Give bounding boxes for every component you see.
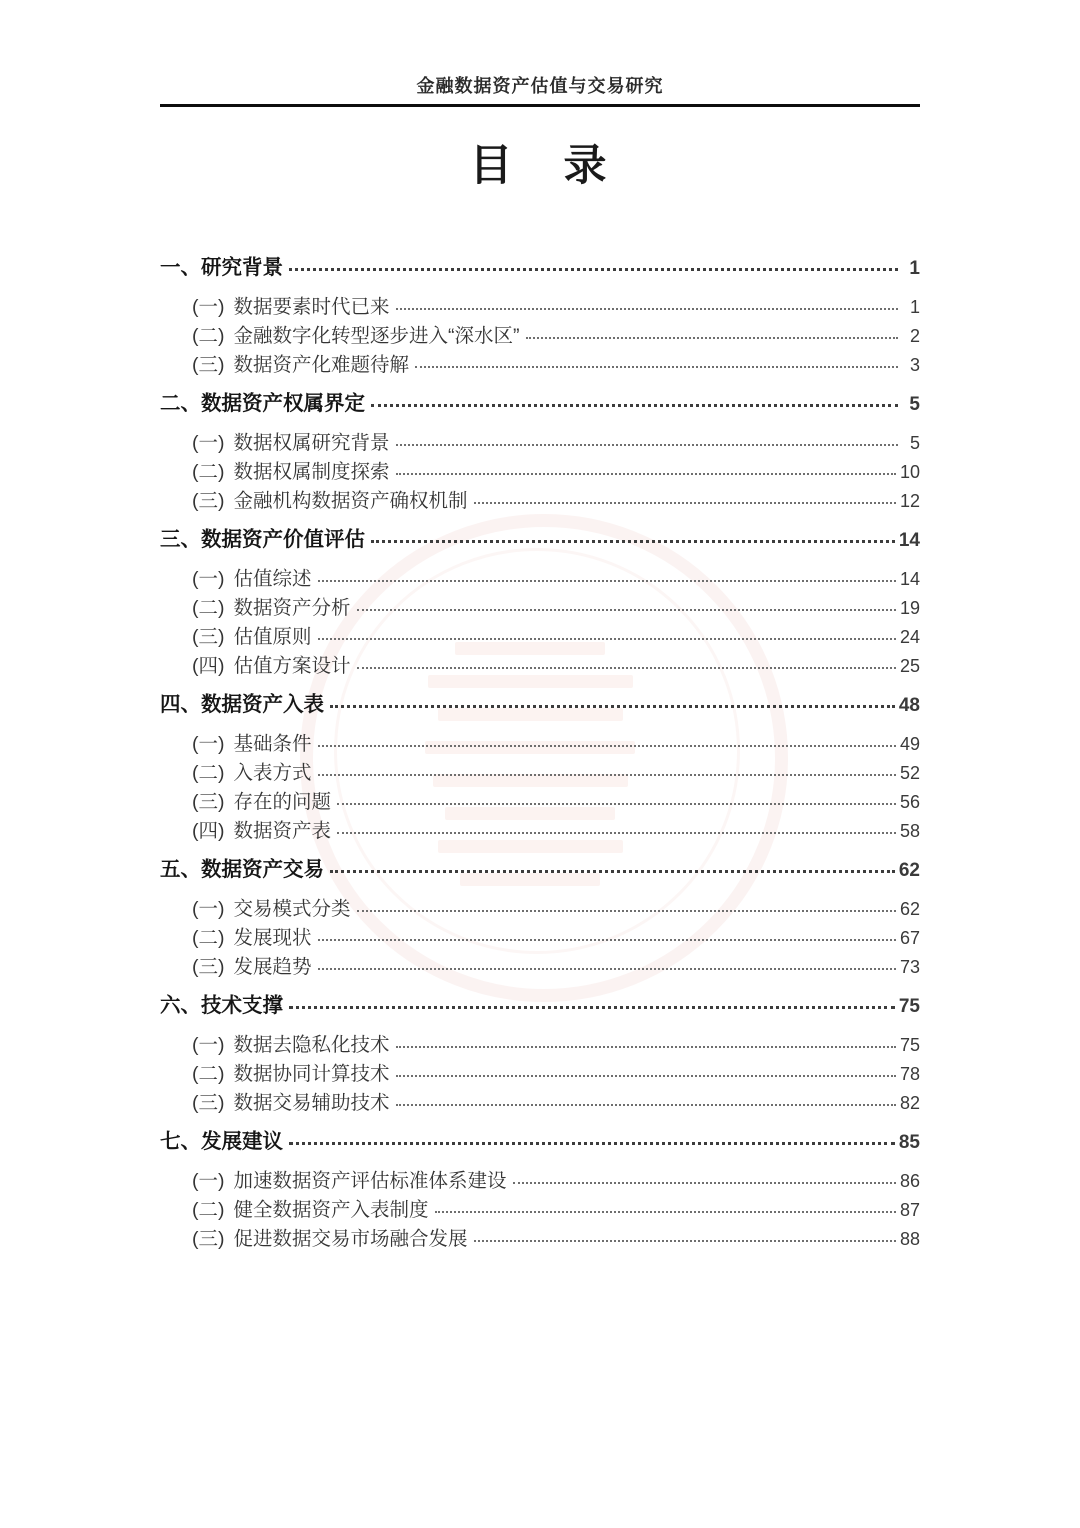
toc-chapter-row [160, 525, 920, 556]
dot-leader [513, 1182, 896, 1184]
toc-item-row [160, 594, 920, 623]
dot-leader [289, 1142, 895, 1145]
item-page: 12 [899, 491, 920, 511]
item-num: (三) [192, 490, 225, 512]
item-page: 5 [909, 433, 920, 453]
item-page: 58 [899, 821, 920, 841]
toc-chapter [160, 389, 920, 516]
item-title: 数据权属制度探索 [233, 461, 390, 483]
item-num: (一) [192, 733, 225, 755]
item-page: 24 [899, 627, 920, 647]
item-title: 数据去隐私化技术 [233, 1034, 390, 1056]
dot-leader [357, 910, 896, 912]
item-page: 73 [899, 957, 920, 977]
item-page: 52 [899, 763, 920, 783]
item-num: (三) [192, 1228, 225, 1250]
chapter-page: 5 [909, 394, 920, 415]
toc-chapter [160, 253, 920, 380]
dot-leader [474, 502, 896, 504]
toc-chapter-row [160, 253, 920, 284]
item-title: 存在的问题 [233, 791, 332, 813]
chapter-title: 技术支撑 [201, 994, 283, 1017]
dot-leader [318, 638, 896, 640]
item-num: (一) [192, 568, 225, 590]
item-page: 3 [909, 355, 920, 375]
toc-item-row [160, 895, 920, 924]
dot-leader [357, 667, 896, 669]
toc-chapter [160, 690, 920, 846]
item-page: 25 [899, 656, 920, 676]
item-num: (一) [192, 432, 225, 454]
dot-leader [371, 404, 898, 407]
toc-item-row [160, 1060, 920, 1089]
toc-chapter [160, 855, 920, 982]
dot-leader [415, 366, 898, 368]
item-num: (一) [192, 1034, 225, 1056]
toc-item-row [160, 759, 920, 788]
dot-leader [435, 1211, 896, 1213]
item-page: 49 [899, 734, 920, 754]
item-title: 促进数据交易市场融合发展 [233, 1228, 468, 1250]
item-title: 数据交易辅助技术 [233, 1092, 390, 1114]
dot-leader [396, 308, 898, 310]
item-title: 数据资产分析 [233, 597, 351, 619]
toc-item-row [160, 730, 920, 759]
toc-item-row [160, 458, 920, 487]
toc-item-row [160, 817, 920, 846]
item-title: 数据权属研究背景 [233, 432, 390, 454]
dot-leader [371, 540, 895, 543]
item-page: 1 [909, 297, 920, 317]
dot-leader [289, 1006, 895, 1009]
chapter-page: 85 [898, 1132, 920, 1153]
toc-item-row [160, 652, 920, 681]
toc-item-row [160, 565, 920, 594]
item-page: 62 [899, 899, 920, 919]
item-num: (二) [192, 1063, 225, 1085]
item-page: 67 [899, 928, 920, 948]
item-num: (三) [192, 1092, 225, 1114]
chapter-title: 发展建议 [201, 1130, 283, 1153]
chapter-items [160, 1031, 920, 1118]
dot-leader [330, 870, 895, 873]
chapter-num: 五、 [160, 858, 201, 881]
item-page: 88 [899, 1229, 920, 1249]
chapter-num: 六、 [160, 994, 201, 1017]
dot-leader [318, 745, 896, 747]
dot-leader [396, 444, 898, 446]
item-page: 78 [899, 1064, 920, 1084]
item-num: (三) [192, 791, 225, 813]
chapter-page: 62 [898, 860, 920, 881]
toc-chapter [160, 525, 920, 681]
chapter-title: 研究背景 [201, 256, 283, 279]
item-title: 健全数据资产入表制度 [233, 1199, 429, 1221]
toc-chapter-row [160, 991, 920, 1022]
chapter-title: 数据资产价值评估 [201, 528, 365, 551]
dot-leader [337, 832, 896, 834]
item-title: 入表方式 [233, 762, 312, 784]
item-title: 交易模式分类 [233, 898, 351, 920]
chapter-num: 一、 [160, 256, 201, 279]
item-title: 基础条件 [233, 733, 312, 755]
item-num: (一) [192, 296, 225, 318]
dot-leader [357, 609, 896, 611]
toc-item-row [160, 1225, 920, 1254]
item-num: (二) [192, 762, 225, 784]
toc-item-row [160, 623, 920, 652]
item-page: 19 [899, 598, 920, 618]
chapter-title: 数据资产交易 [201, 858, 324, 881]
toc-item-row [160, 1089, 920, 1118]
item-page: 75 [899, 1035, 920, 1055]
item-num: (二) [192, 461, 225, 483]
toc-item-row [160, 487, 920, 516]
chapter-items [160, 730, 920, 846]
dot-leader [318, 968, 896, 970]
item-num: (一) [192, 898, 225, 920]
item-title: 金融机构数据资产确权机制 [233, 490, 468, 512]
item-title: 估值原则 [233, 626, 312, 648]
running-head-title: 金融数据资产估值与交易研究 [416, 76, 664, 96]
item-page: 2 [909, 326, 920, 346]
toc-item-row [160, 1031, 920, 1060]
chapter-items [160, 565, 920, 681]
item-num: (二) [192, 325, 225, 347]
toc-item-row [160, 1167, 920, 1196]
dot-leader [318, 774, 896, 776]
chapter-title: 数据资产入表 [201, 693, 324, 716]
chapter-num: 七、 [160, 1130, 201, 1153]
chapter-items [160, 293, 920, 380]
chapter-num: 四、 [160, 693, 201, 716]
chapter-page: 75 [898, 996, 920, 1017]
chapter-page: 1 [909, 258, 920, 279]
toc [160, 253, 920, 1254]
toc-item-row [160, 293, 920, 322]
chapter-items [160, 1167, 920, 1254]
dot-leader [396, 473, 896, 475]
chapter-page: 48 [898, 695, 920, 716]
item-page: 14 [899, 569, 920, 589]
page-title: 目 录 [469, 142, 611, 190]
dot-leader [526, 337, 899, 339]
item-page: 56 [899, 792, 920, 812]
dot-leader [396, 1046, 896, 1048]
dot-leader [474, 1240, 896, 1242]
toc-chapter-row [160, 1127, 920, 1158]
chapter-num: 二、 [160, 392, 201, 415]
dot-leader [318, 580, 896, 582]
dot-leader [396, 1075, 896, 1077]
toc-chapter-row [160, 690, 920, 721]
item-num: (二) [192, 597, 225, 619]
chapter-page: 14 [898, 530, 920, 551]
toc-item-row [160, 788, 920, 817]
item-num: (四) [192, 655, 225, 677]
chapter-items [160, 895, 920, 982]
item-title: 数据要素时代已来 [233, 296, 390, 318]
toc-item-row [160, 1196, 920, 1225]
item-page: 87 [899, 1200, 920, 1220]
item-page: 10 [899, 462, 920, 482]
toc-item-row [160, 429, 920, 458]
toc-chapter [160, 991, 920, 1118]
toc-item-row [160, 924, 920, 953]
item-num: (二) [192, 927, 225, 949]
item-title: 发展现状 [233, 927, 312, 949]
item-num: (一) [192, 1170, 225, 1192]
item-page: 86 [899, 1171, 920, 1191]
item-title: 数据协同计算技术 [233, 1063, 390, 1085]
item-num: (二) [192, 1199, 225, 1221]
item-title: 数据资产表 [233, 820, 332, 842]
item-title: 数据资产化难题待解 [233, 354, 410, 376]
item-num: (三) [192, 626, 225, 648]
item-title: 加速数据资产评估标准体系建设 [233, 1170, 507, 1192]
toc-item-row [160, 351, 920, 380]
toc-chapter-row [160, 855, 920, 886]
toc-chapter-row [160, 389, 920, 420]
toc-chapter [160, 1127, 920, 1254]
item-num: (四) [192, 820, 225, 842]
chapter-items [160, 429, 920, 516]
toc-item-row [160, 322, 920, 351]
toc-item-row [160, 953, 920, 982]
dot-leader [330, 705, 895, 708]
item-title: 估值综述 [233, 568, 312, 590]
dot-leader [337, 803, 896, 805]
item-title: 发展趋势 [233, 956, 312, 978]
item-page: 82 [899, 1093, 920, 1113]
item-num: (三) [192, 354, 225, 376]
item-title: 金融数字化转型逐步进入“深水区” [233, 325, 520, 347]
item-title: 估值方案设计 [233, 655, 351, 677]
dot-leader [289, 268, 898, 271]
page-header [160, 0, 920, 107]
dot-leader [396, 1104, 896, 1106]
chapter-num: 三、 [160, 528, 201, 551]
item-num: (三) [192, 956, 225, 978]
chapter-title: 数据资产权属界定 [201, 392, 365, 415]
dot-leader [318, 939, 896, 941]
